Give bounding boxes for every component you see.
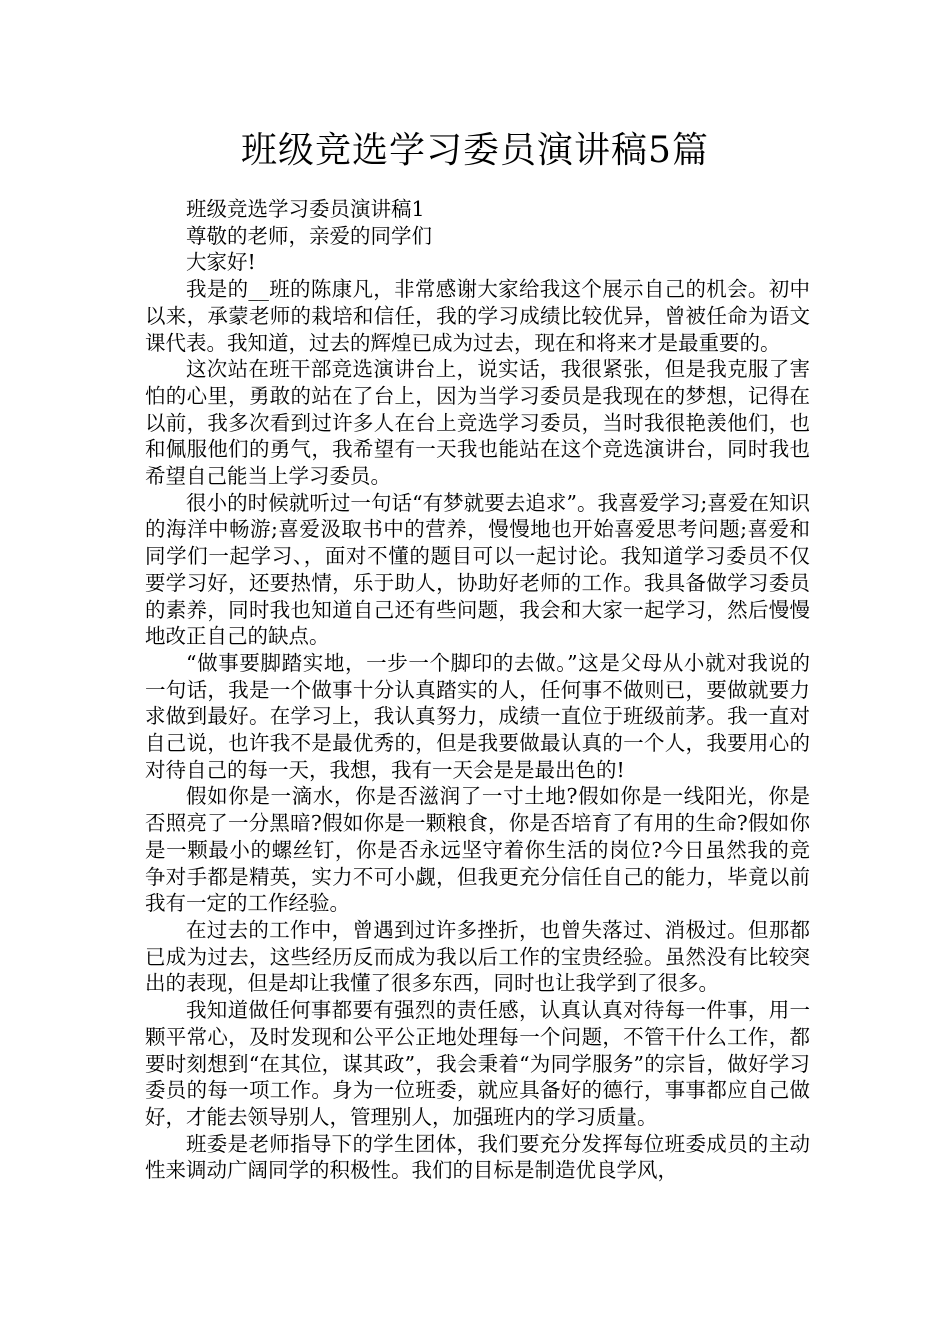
- section-heading: 班级竞选学习委员演讲稿1: [186, 197, 425, 221]
- paragraph: “做事要脚踏实地，一步一个脚印的去做。”这是父母从小就对我说的一句话，我是一个做事十分认真踏实的人，任何事不做则已，要做就要力求做到最好。在学习上，我认真努力，成绩一直位于班级前茅。我一直对自己说，也许我不是最优秀的，但是我要做最认真的一个人，我要用心的对待自己的每一天，我想，我有一天会是是最出色的!: [145, 650, 810, 782]
- document-title: 班级竞选学习委员演讲稿5篇: [241, 130, 709, 171]
- salutation: 尊敬的老师，亲爱的同学们: [186, 223, 432, 248]
- paragraph: 假如你是一滴水，你是否滋润了一寸土地?假如你是一线阳光，你是否照亮了一分黑暗?假如你是一颗粮食，你是否培育了有用的生命?假如你是一颗最小的螺丝钉，你是否永远坚守着你生活的岗位?今日虽然我的竞争对手都是精英，实力不可小觑，但我更充分信任自己的能力，毕竟以前我有一定的工作经验。: [145, 784, 810, 916]
- paragraph: 在过去的工作中，曾遇到过许多挫折，也曾失落过、消极过。但那都已成为过去，这些经历反而成为我以后工作的宝贵经验。虽然没有比较突出的表现，但是却让我懂了很多东西，同时也让我学到了很多。: [145, 917, 810, 996]
- document-body: [145, 196, 810, 1184]
- paragraph: 我是的__班的陈康凡，非常感谢大家给我这个展示自己的机会。初中以来，承蒙老师的栽培和信任，我的学习成绩比较优异，曾被任命为语文课代表。我知道，过去的辉煌已成为过去，现在和将来才是最重要的。: [145, 277, 810, 355]
- paragraph: 班委是老师指导下的学生团体，我们要充分发挥每位班委成员的主动性来调动广阔同学的积极性。我们的目标是制造优良学风，: [145, 1131, 810, 1183]
- paragraph: 这次站在班干部竞选演讲台上，说实话，我很紧张，但是我克服了害怕的心里，勇敢的站在了台上，因为当学习委员是我现在的梦想，记得在以前，我多次看到过许多人在台上竞选学习委员，当时我很艳羡他们，也和佩服他们的勇气，我希望有一天我也能站在这个竞选演讲台，同时我也希望自己能当上学习委员。: [145, 357, 810, 489]
- paragraph: 我知道做任何事都要有强烈的责任感，认真认真对待每一件事，用一颗平常心，及时发现和公平公正地处理每一个问题，不管干什么工作，都要时刻想到“在其位，谋其政”，我会秉着“为同学服务”的宗旨，做好学习委员的每一项工作。身为一位班委，就应具备好的德行，事事都应自己做好，才能去领导别人，管理别人，加强班内的学习质量。: [145, 998, 810, 1129]
- greeting: 大家好!: [186, 250, 256, 275]
- paragraph: 很小的时候就听过一句话“有梦就要去追求”。我喜爱学习;喜爱在知识的海洋中畅游;喜爱汲取书中的营养，慢慢地也开始喜爱思考问题;喜爱和同学们一起学习、，面对不懂的题目可以一起讨论。我知道学习委员不仅要学习好，还要热情，乐于助人，协助好老师的工作。我具备做学习委员的素养，同时我也知道自己还有些问题，我会和大家一起学习，然后慢慢地改正自己的缺点。: [145, 490, 810, 649]
